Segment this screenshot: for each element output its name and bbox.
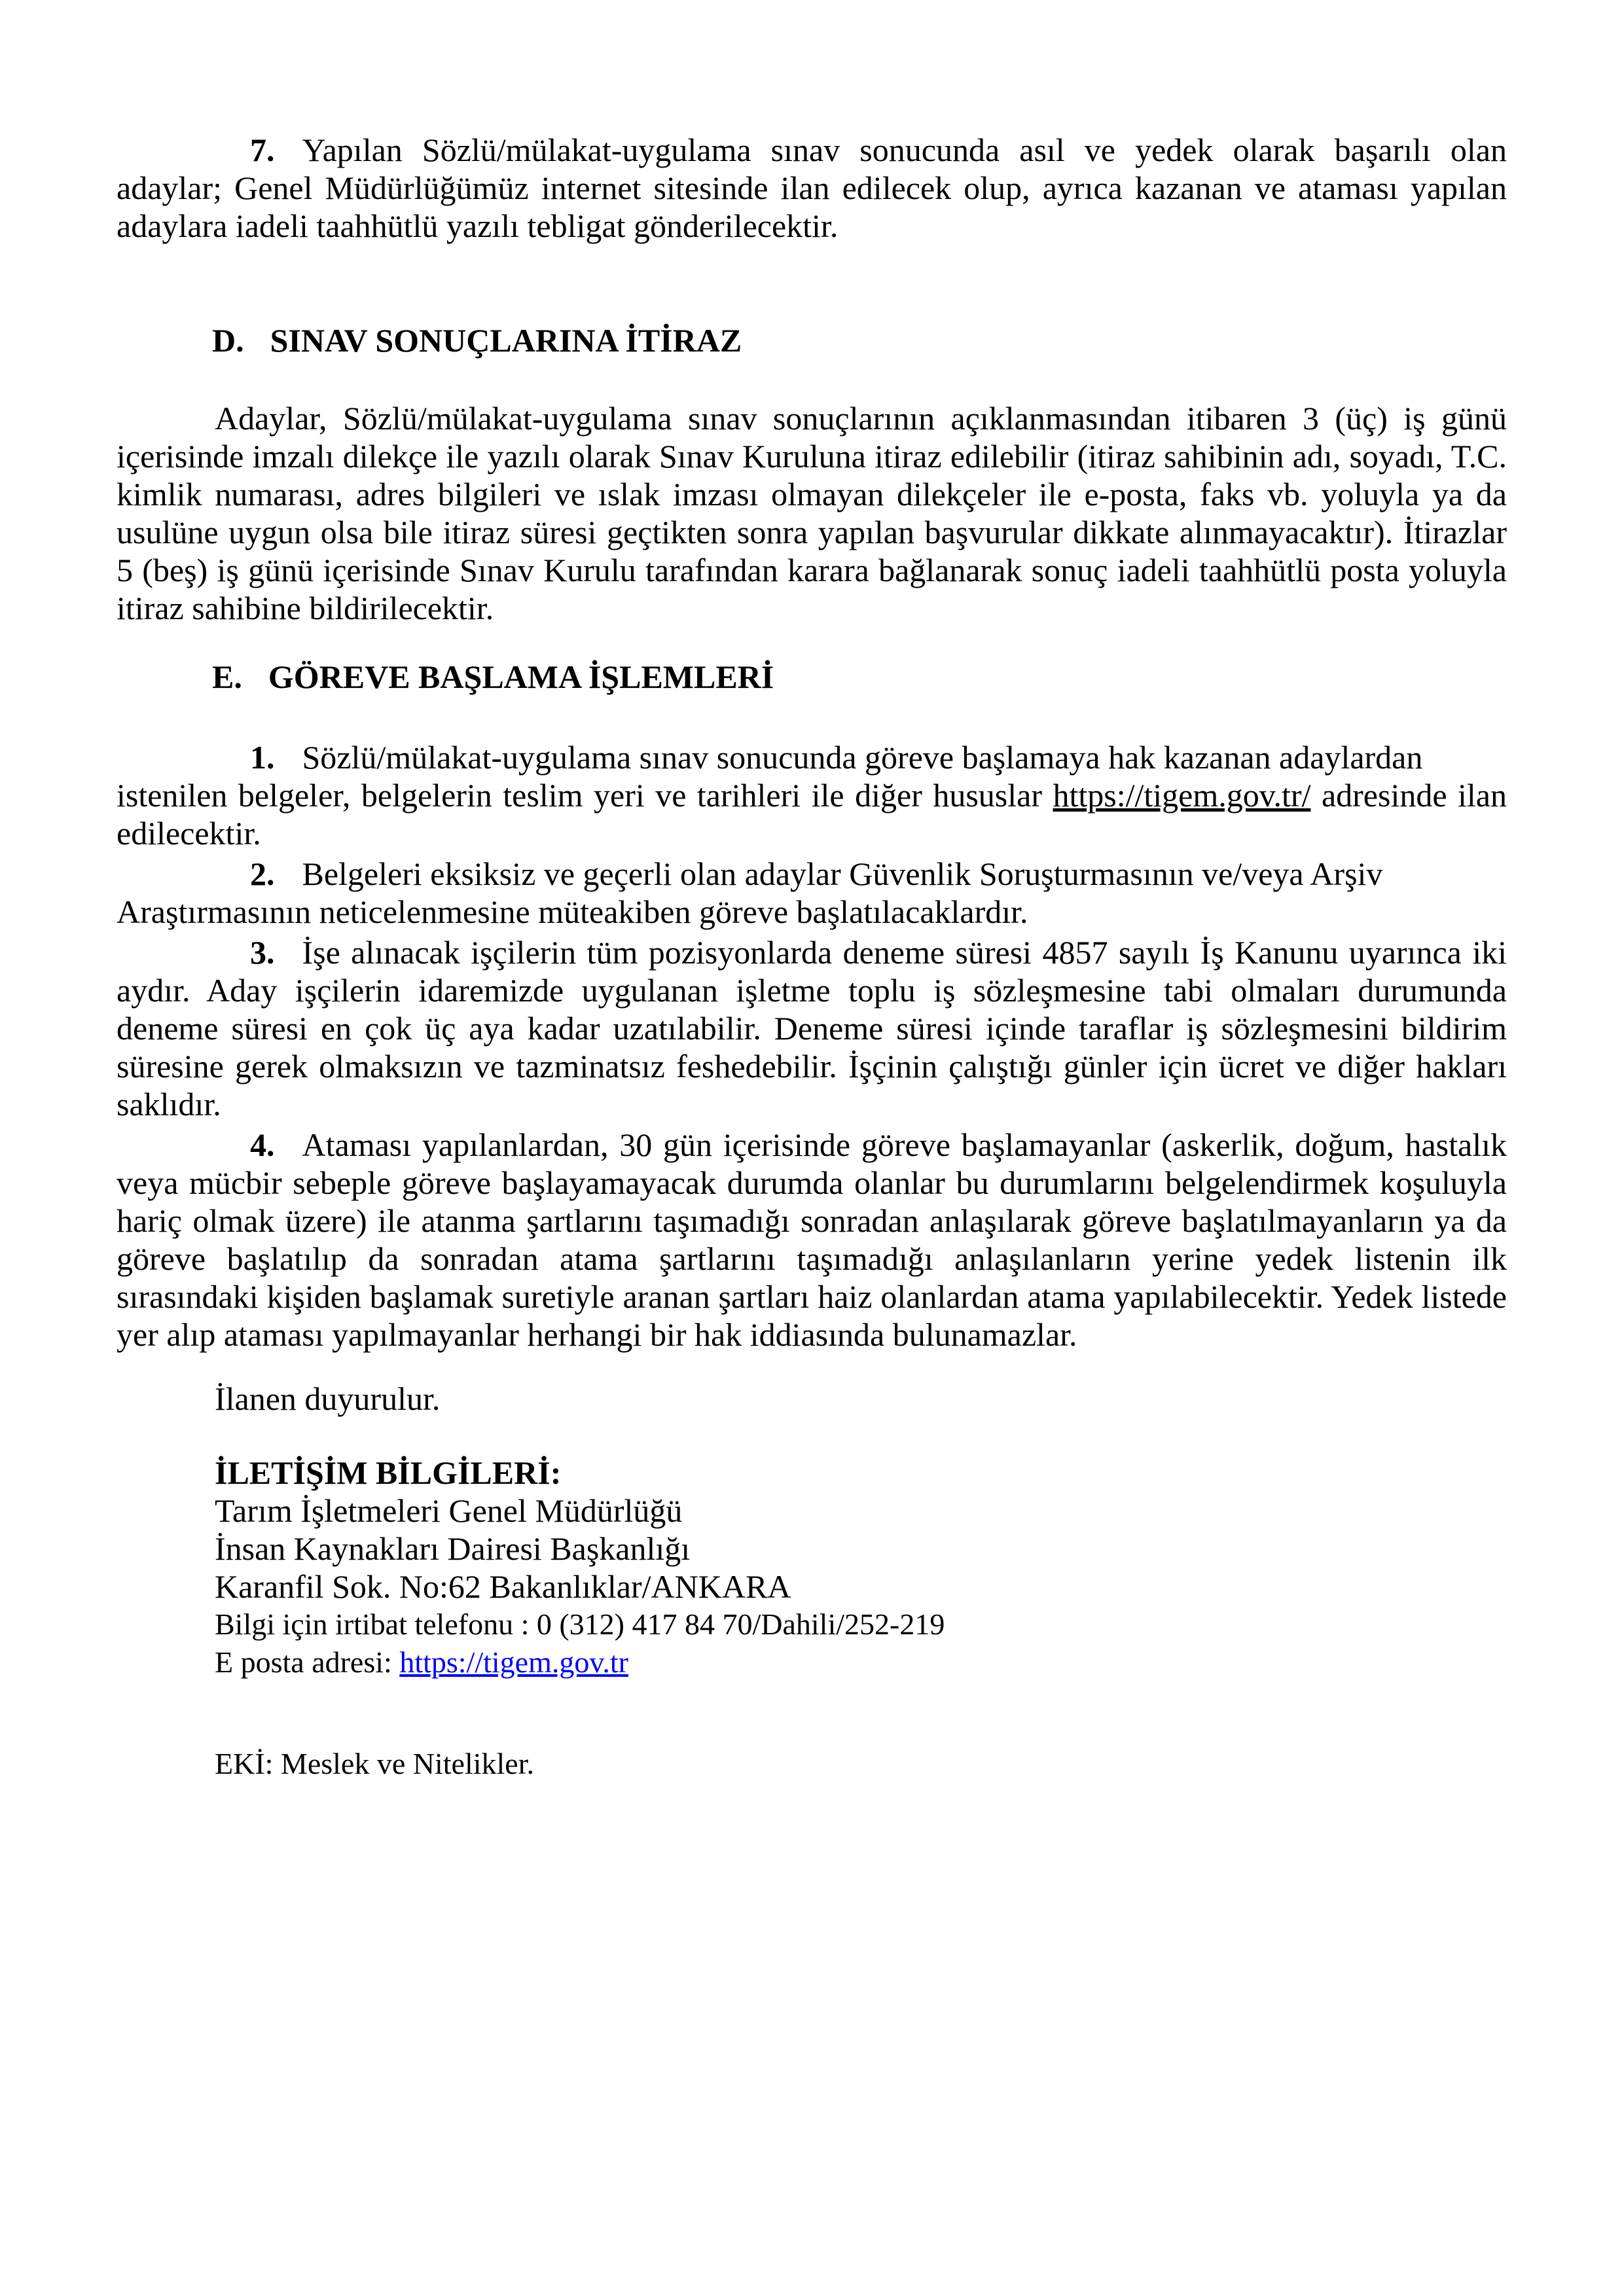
item-1-text-after-link: adresinde ilan edilecektir. xyxy=(117,777,1507,852)
contact-phone-line: Bilgi için irtibat telefonu : 0 (312) 417 84 70/Dahili/252-219 xyxy=(215,1607,945,1641)
closing-statement: İlanen duyurulur. xyxy=(215,1380,441,1417)
contact-email-line xyxy=(215,1643,1507,1681)
job-start-item-2 xyxy=(117,855,1507,931)
paragraph-7-number: 7. xyxy=(250,132,275,168)
section-d-letter: D. xyxy=(212,322,244,359)
paragraph-7-text: Yapılan Sözlü/mülakat-uygulama sınav sonucunda asıl ve yedek olarak başarılı olan adaylar; Genel Müdürlüğümüz internet sitesinde ilan edilecek olup, ayrıca kazanan ve ataması yapılan adaylara iadeli taahhütlü yazılı tebligat gönderilecektir. xyxy=(117,132,1507,244)
item-2-number: 2. xyxy=(250,855,275,892)
section-e-title: GÖREVE BAŞLAMA İŞLEMLERİ xyxy=(268,658,774,695)
job-start-item-3 xyxy=(117,933,1507,1123)
attachment-note: EKİ: Meslek ve Nitelikler. xyxy=(215,1747,534,1780)
item-1-number: 1. xyxy=(250,739,275,776)
item-3-number: 3. xyxy=(250,934,275,971)
item-2-text: Belgeleri eksiksiz ve geçerli olan adaylar Güvenlik Soruşturmasının ve/veya Arşiv Araştırmasının neticelenmesine müteakiben göreve başlatılacaklardır. xyxy=(117,855,1383,930)
contact-address-line: Karanfil Sok. No:62 Bakanlıklar/ANKARA xyxy=(215,1568,791,1605)
tigem-link-inline[interactable]: https://tigem.gov.tr/ xyxy=(1053,777,1311,814)
tigem-email-link[interactable]: https://tigem.gov.tr xyxy=(399,1645,628,1679)
job-start-item-4 xyxy=(117,1126,1507,1354)
contact-heading: İLETİŞİM BİLGİLERİ: xyxy=(215,1454,562,1491)
item-1-text-before-link: istenilen belgeler, belgelerin teslim yeri ve tarihleri ile diğer hususlar xyxy=(117,777,1053,814)
section-e-heading xyxy=(212,658,1507,696)
paragraph-7 xyxy=(117,131,1507,245)
contact-org-line: Tarım İşletmeleri Genel Müdürlüğü xyxy=(215,1492,683,1529)
contact-dept-line: İnsan Kaynakları Dairesi Başkanlığı xyxy=(215,1530,691,1567)
item-1-line1: Sözlü/mülakat-uygulama sınav sonucunda göreve başlamaya hak kazanan adaylardan xyxy=(302,739,1423,776)
section-e-letter: E. xyxy=(212,658,242,695)
item-4-text: Ataması yapılanlardan, 30 gün içerisinde göreve başlamayanlar (askerlik, doğum, hastalık veya mücbir sebeple göreve başlayamayacak durumda olanlar bu durumlarını belgelendirmek koşuluyla hariç olmak üzere) ile atanma şartlarını taşımadığı sonradan anlaşılarak göreve başlatılmayanların ya da göreve başlatılıp da sonradan atama şartlarını taşımadığı anlaşılanların yerine yedek listenin ilk sırasındaki kişiden başlamak suretiyle aranan şartları haiz olanlardan atama yapılabilecektir. Yedek listede yer alıp ataması yapılmayanlar herhangi bir hak iddiasında bulunamazlar. xyxy=(117,1126,1507,1353)
contact-email-label: E posta adresi: xyxy=(215,1645,400,1679)
section-d-heading xyxy=(212,321,1507,359)
item-3-text: İşe alınacak işçilerin tüm pozisyonlarda deneme süresi 4857 sayılı İş Kanunu uyarınca iki aydır. Aday işçilerin idaremizde uygulanan işletme toplu iş sözleşmesine tabi olmaları durumunda deneme süresi en çok üç aya kadar uzatılabilir. Deneme süresi içinde taraflar iş sözleşmesini bildirim süresine gerek olmaksızın ve tazminatsız feshedebilir. İşçinin çalıştığı günler için ücret ve diğer hakları saklıdır. xyxy=(117,934,1507,1122)
job-start-item-1 xyxy=(117,738,1507,852)
section-d-title: SINAV SONUÇLARINA İTİRAZ xyxy=(270,322,742,359)
item-4-number: 4. xyxy=(250,1126,275,1163)
section-d-paragraph: Adaylar, Sözlü/mülakat-uygulama sınav sonuçlarının açıklanmasından itibaren 3 (üç) iş günü içerisinde imzalı dilekçe ile yazılı olarak Sınav Kuruluna itiraz edilebilir (itiraz sahibinin adı, soyadı, T.C. kimlik numarası, adres bilgileri ve ıslak imzası olmayan dilekçeler ile e-posta, faks vb. yoluyla ya da usulüne uygun olsa bile itiraz süresi geçtikten sonra yapılan başvurular dikkate alınmayacaktır). İtirazlar 5 (beş) iş günü içerisinde Sınav Kurulu tarafından karara bağlanarak sonuç iadeli taahhütlü posta yoluyla itiraz sahibine bildirilecektir. xyxy=(117,400,1507,626)
